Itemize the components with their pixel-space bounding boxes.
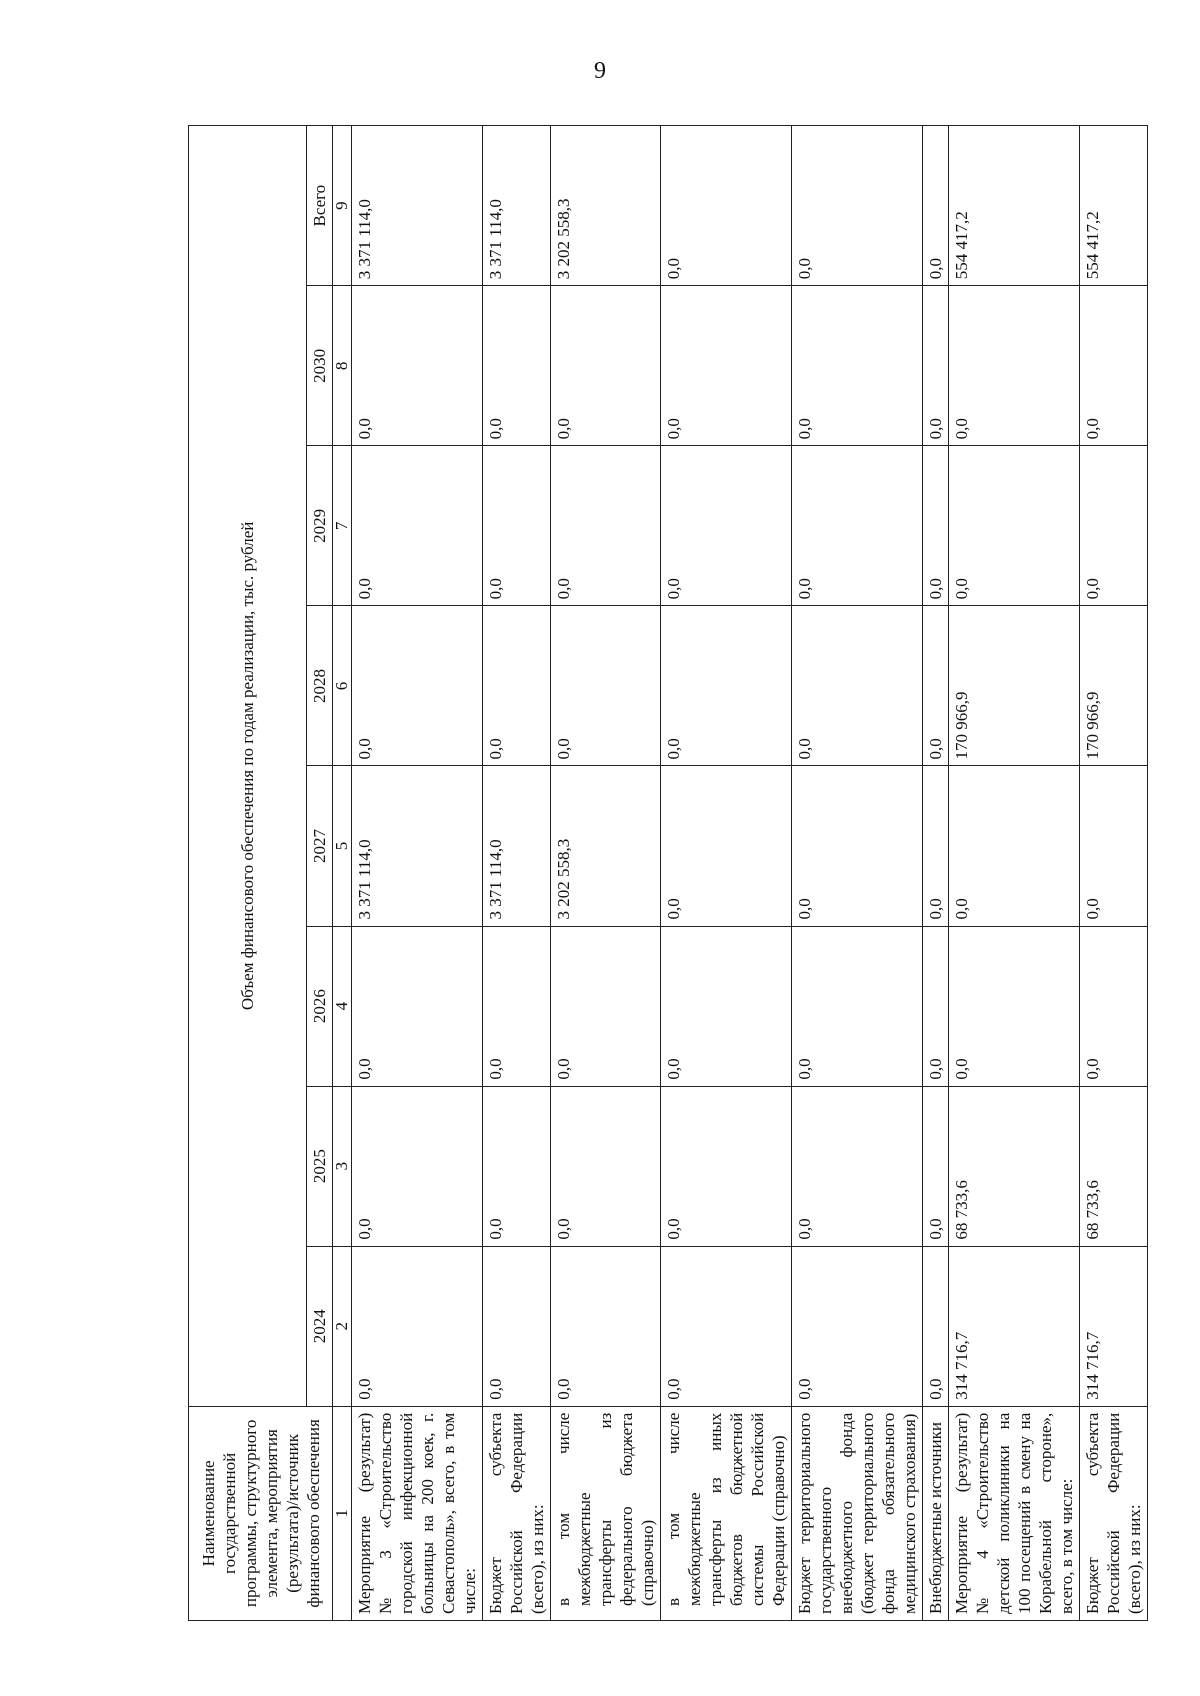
row-value: 0,0 — [661, 606, 792, 766]
row-total: 3 371 114,0 — [483, 126, 551, 286]
header-volume-title: Объем финансового обеспечения по годам реализации, тыс. рублей — [189, 126, 307, 1407]
row-total: 0,0 — [923, 126, 949, 286]
row-value: 0,0 — [792, 606, 923, 766]
row-name: в том числе межбюджетные трансферты из федерального бюджета (справочно) — [551, 1406, 661, 1620]
column-number: 2 — [333, 1246, 352, 1406]
row-value: 0,0 — [483, 1246, 551, 1406]
row-value: 170 966,9 — [949, 606, 1080, 766]
header-total: Всего — [307, 126, 333, 286]
header-row-years — [307, 126, 333, 1621]
row-name: Бюджет субъекта Российской Федерации (всего), из них: — [483, 1406, 551, 1620]
row-value: 0,0 — [792, 766, 923, 926]
table-row — [661, 126, 792, 1621]
row-total: 3 371 114,0 — [352, 126, 483, 286]
row-value: 0,0 — [792, 1246, 923, 1406]
row-value: 3 202 558,3 — [551, 766, 661, 926]
header-name-column: Наименование государственной программы, структурного элемента, мероприятия (результата)/источник финансового обеспечения — [189, 1406, 333, 1620]
row-value: 0,0 — [1080, 926, 1148, 1086]
column-number: 9 — [333, 126, 352, 286]
row-name: Бюджет территориального государственного внебюджетного фонда (бюджет территориального фонда обязательного медицинского страхования) — [792, 1406, 923, 1620]
row-value: 0,0 — [792, 286, 923, 446]
row-value: 3 371 114,0 — [483, 766, 551, 926]
header-year: 2027 — [307, 766, 333, 926]
row-value: 0,0 — [352, 606, 483, 766]
row-total: 0,0 — [792, 126, 923, 286]
column-number: 5 — [333, 766, 352, 926]
row-value: 0,0 — [949, 286, 1080, 446]
row-value: 0,0 — [483, 926, 551, 1086]
row-value: 0,0 — [949, 926, 1080, 1086]
row-value: 0,0 — [661, 766, 792, 926]
row-value: 0,0 — [949, 766, 1080, 926]
row-value: 0,0 — [792, 446, 923, 606]
row-value: 0,0 — [923, 286, 949, 446]
row-value: 0,0 — [949, 446, 1080, 606]
row-value: 0,0 — [551, 926, 661, 1086]
row-value: 0,0 — [352, 286, 483, 446]
row-value: 0,0 — [661, 1086, 792, 1246]
row-value: 0,0 — [661, 1246, 792, 1406]
table-row — [483, 126, 551, 1621]
column-number: 8 — [333, 286, 352, 446]
row-value: 0,0 — [792, 1086, 923, 1246]
row-value: 314 716,7 — [1080, 1246, 1148, 1406]
row-value: 0,0 — [352, 926, 483, 1086]
header-year: 2025 — [307, 1086, 333, 1246]
row-value: 0,0 — [792, 926, 923, 1086]
column-number: 6 — [333, 606, 352, 766]
row-value: 0,0 — [551, 286, 661, 446]
row-name: Мероприятие (результат) № 3 «Строительство городской инфекционной больницы на 200 коек, г. Севастополь», всего, в том числе: — [352, 1406, 483, 1620]
column-number: 7 — [333, 446, 352, 606]
row-name: Бюджет субъекта Российской Федерации (всего), из них: — [1080, 1406, 1148, 1620]
row-value: 314 716,7 — [949, 1246, 1080, 1406]
header-year: 2030 — [307, 286, 333, 446]
table-row — [1080, 126, 1148, 1621]
row-value: 3 371 114,0 — [352, 766, 483, 926]
row-value: 0,0 — [661, 446, 792, 606]
row-value: 0,0 — [1080, 446, 1148, 606]
table-row — [949, 126, 1080, 1621]
row-value: 0,0 — [923, 1246, 949, 1406]
row-total: 0,0 — [661, 126, 792, 286]
row-name: Внебюджетные источники — [923, 1406, 949, 1620]
financing-table — [188, 125, 1148, 1621]
row-total: 554 417,2 — [949, 126, 1080, 286]
rotated-table-container — [188, 125, 1144, 1621]
row-value: 68 733,6 — [1080, 1086, 1148, 1246]
row-value: 170 966,9 — [1080, 606, 1148, 766]
row-value: 0,0 — [352, 446, 483, 606]
row-value: 0,0 — [483, 446, 551, 606]
row-value: 0,0 — [551, 1246, 661, 1406]
table-row — [792, 126, 923, 1621]
table-row — [352, 126, 483, 1621]
rotated-table-wrapper — [188, 125, 1144, 1621]
page-number: 9 — [594, 58, 606, 84]
table-row — [551, 126, 661, 1621]
row-value: 0,0 — [551, 446, 661, 606]
row-value: 0,0 — [923, 606, 949, 766]
row-value: 0,0 — [1080, 766, 1148, 926]
header-year: 2029 — [307, 446, 333, 606]
row-name: Мероприятие (результат) № 4 «Строительство детской поликлиники на 100 посещений в смену на Корабельной стороне», всего, в том числе: — [949, 1406, 1080, 1620]
header-year: 2026 — [307, 926, 333, 1086]
column-number-row — [333, 126, 352, 1621]
column-number: 3 — [333, 1086, 352, 1246]
row-name: в том числе межбюджетные трансферты из иных бюджетов бюджетной системы Российской Федерации (справочно) — [661, 1406, 792, 1620]
row-value: 0,0 — [352, 1246, 483, 1406]
header-year: 2024 — [307, 1246, 333, 1406]
row-value: 0,0 — [483, 606, 551, 766]
column-number: 4 — [333, 926, 352, 1086]
row-value: 0,0 — [661, 926, 792, 1086]
row-value: 68 733,6 — [949, 1086, 1080, 1246]
row-value: 0,0 — [923, 446, 949, 606]
header-year: 2028 — [307, 606, 333, 766]
row-value: 0,0 — [483, 1086, 551, 1246]
row-value: 0,0 — [352, 1086, 483, 1246]
header-row-main — [189, 126, 307, 1621]
row-value: 0,0 — [551, 1086, 661, 1246]
row-value: 0,0 — [923, 926, 949, 1086]
column-number: 1 — [333, 1406, 352, 1620]
row-value: 0,0 — [661, 286, 792, 446]
row-value: 0,0 — [923, 766, 949, 926]
table-row — [923, 126, 949, 1621]
row-value: 0,0 — [1080, 286, 1148, 446]
row-total: 3 202 558,3 — [551, 126, 661, 286]
row-total: 554 417,2 — [1080, 126, 1148, 286]
row-value: 0,0 — [483, 286, 551, 446]
row-value: 0,0 — [923, 1086, 949, 1246]
row-value: 0,0 — [551, 606, 661, 766]
